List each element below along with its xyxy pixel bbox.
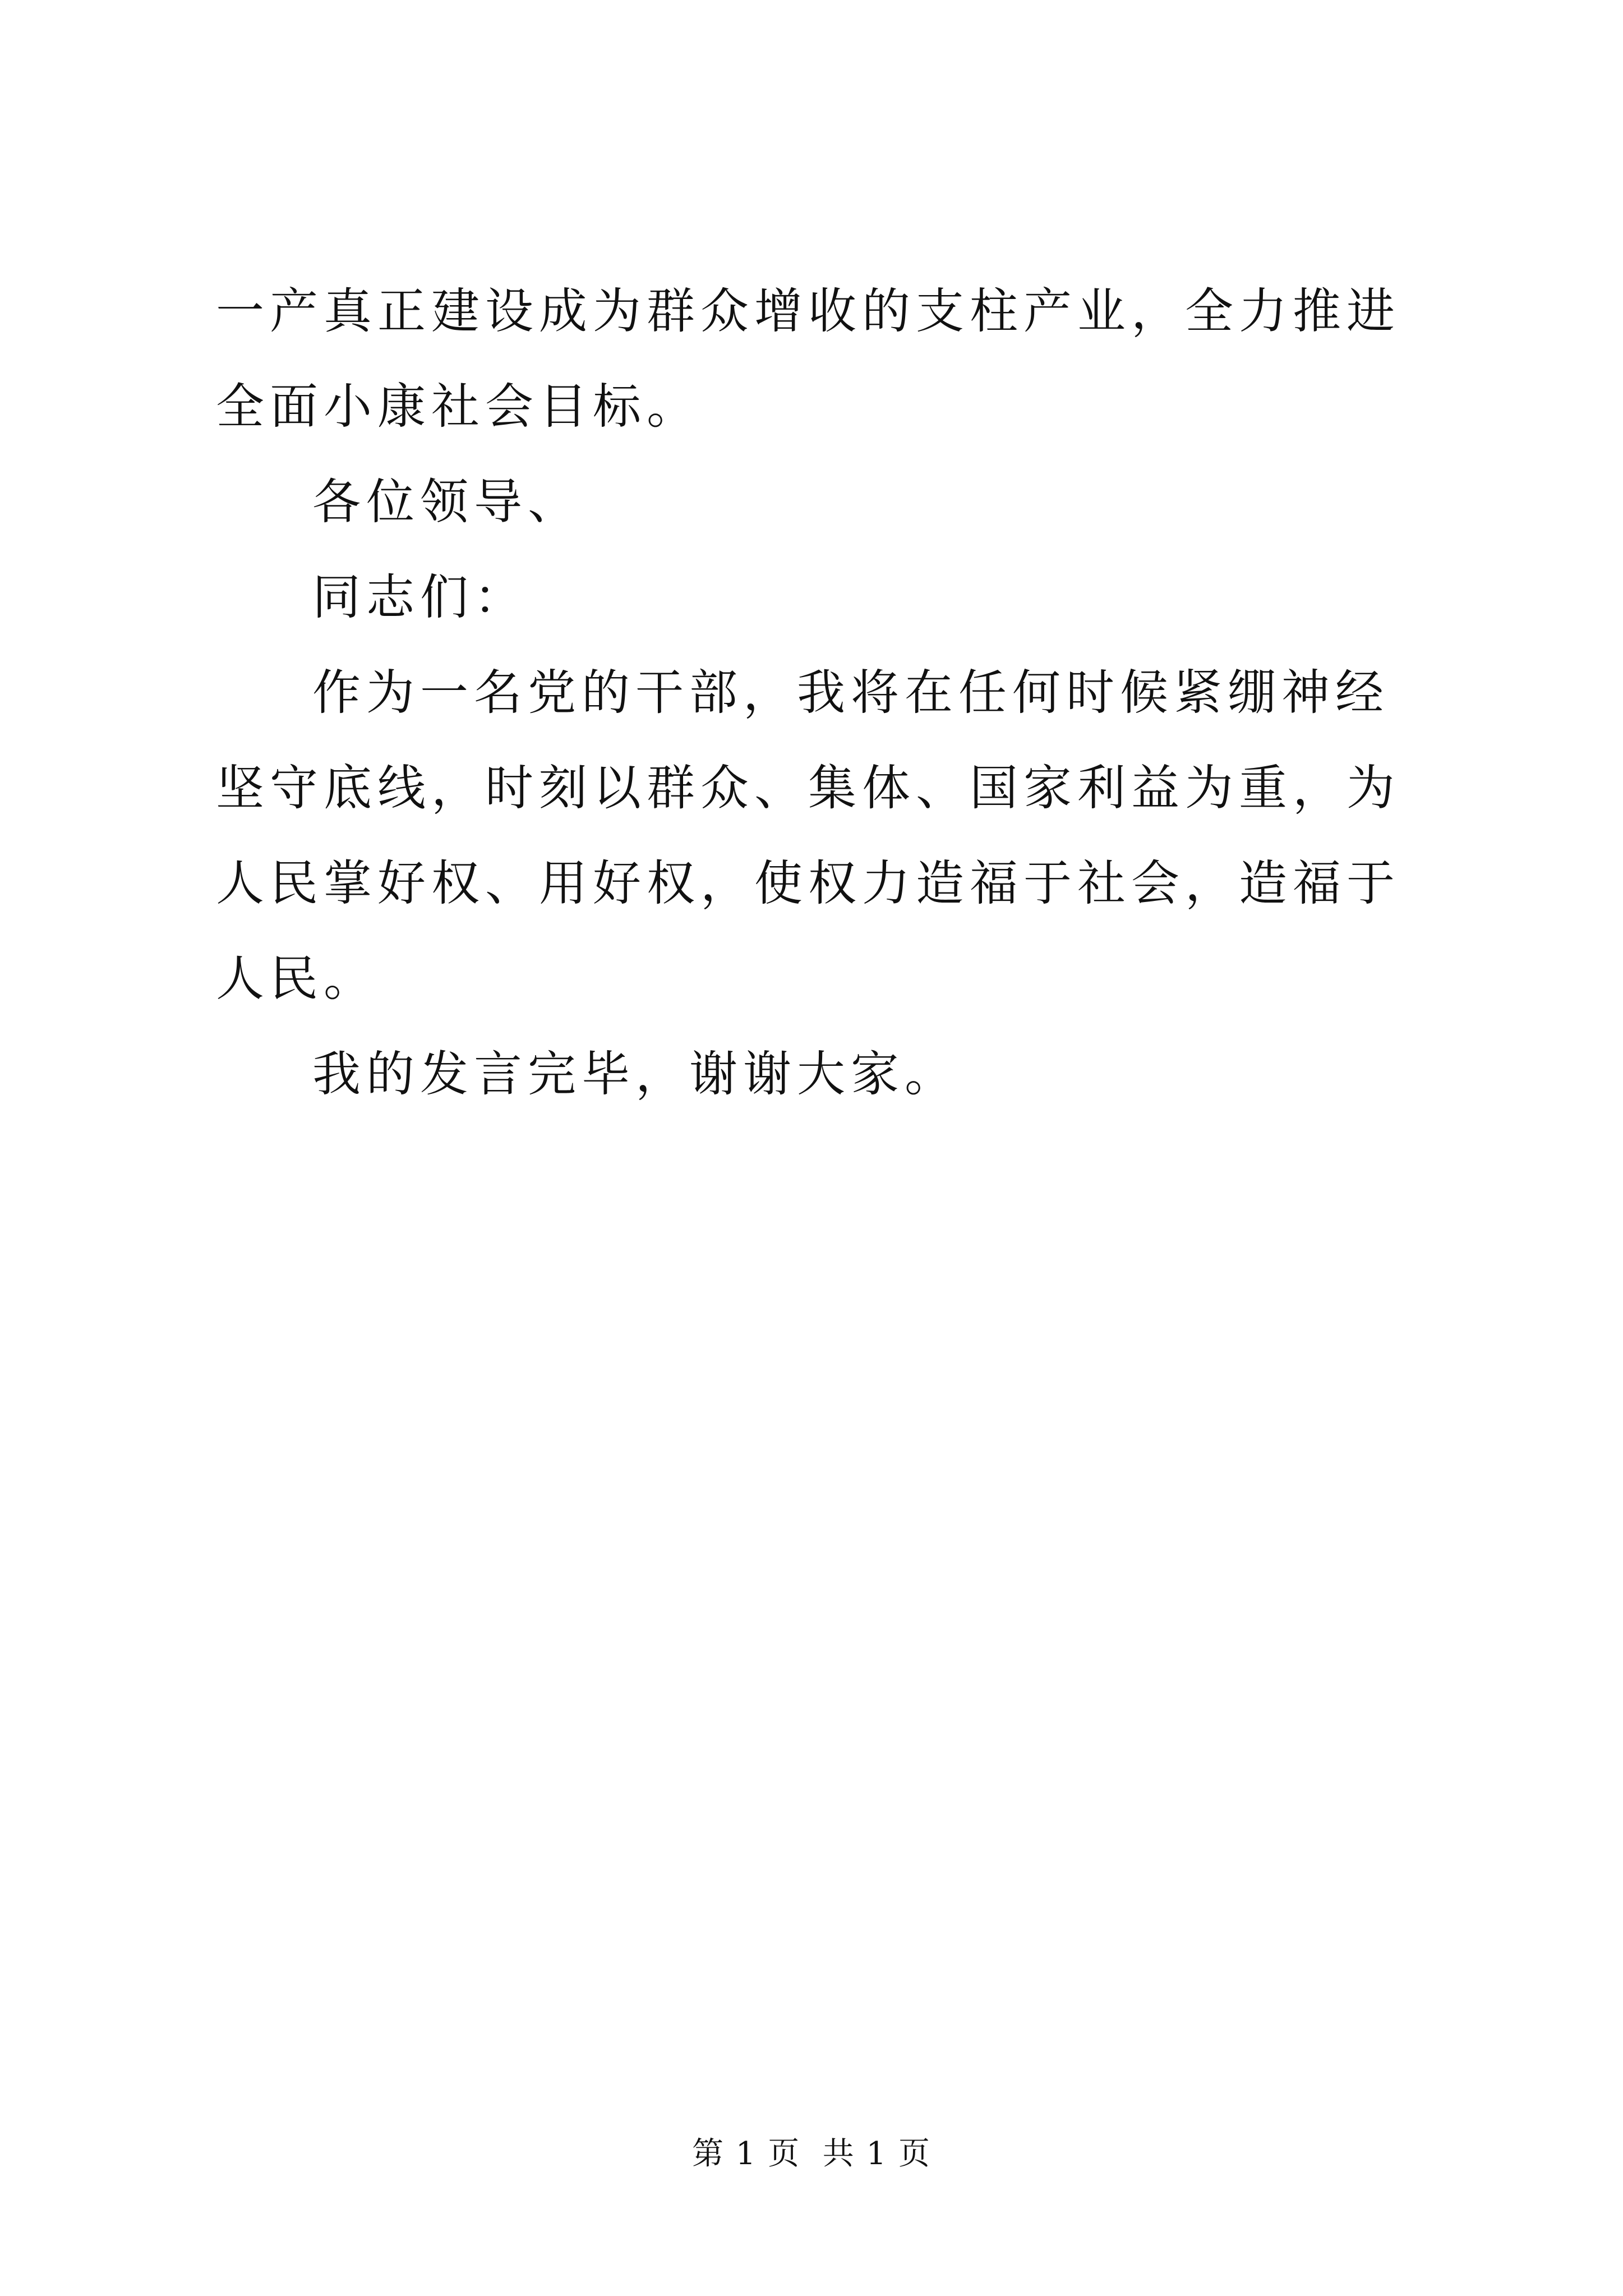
paragraph-closing: 我的发言完毕，谢谢大家。 [312, 1046, 958, 1102]
paragraph-continuation: 一产真正建设成为群众增收的支柱产业，全力推进全面小康社会目标。 [216, 283, 1400, 435]
document-body [216, 264, 1438, 1122]
page-number-footer: 第 1 页 共 1 页 [691, 2136, 932, 2172]
salutation-comrades: 同志们： [312, 569, 528, 625]
paragraph-pledge: 作为一名党的干部，我将在任何时候紧绷神经坚守底线，时刻以群众、集体、国家利益为重，为人民掌好权、用好权，使权力造福于社会，造福于人民。 [216, 665, 1400, 1007]
salutation-leaders: 各位领导、 [312, 474, 582, 530]
